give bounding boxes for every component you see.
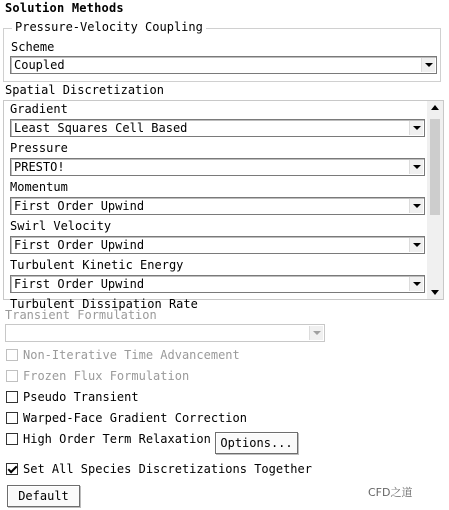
high-order-label: High Order Term Relaxation xyxy=(23,432,211,446)
chevron-down-icon[interactable] xyxy=(409,277,423,291)
vertical-scrollbar[interactable] xyxy=(427,101,443,299)
transient-label: Transient Formulation xyxy=(5,308,157,322)
species-checkbox[interactable] xyxy=(6,463,18,475)
gradient-select[interactable] xyxy=(10,119,425,137)
gradient-value: Least Squares Cell Based xyxy=(14,121,188,135)
chevron-down-icon[interactable] xyxy=(409,238,423,252)
species-label: Set All Species Discretizations Together xyxy=(23,462,312,476)
pseudo-transient-checkbox[interactable] xyxy=(6,391,18,403)
chevron-down-icon[interactable] xyxy=(421,58,435,72)
scheme-value: Coupled xyxy=(14,58,65,72)
scheme-label: Scheme xyxy=(11,40,55,54)
scheme-select[interactable] xyxy=(10,56,437,74)
momentum-select[interactable] xyxy=(10,197,425,215)
non-iterative-checkbox[interactable] xyxy=(6,349,18,361)
pressure-label: Pressure xyxy=(10,141,68,155)
non-iterative-label: Non-Iterative Time Advancement xyxy=(23,348,240,362)
swirl-velocity-label: Swirl Velocity xyxy=(10,219,112,233)
tke-select[interactable] xyxy=(10,275,425,293)
momentum-value: First Order Upwind xyxy=(14,199,145,213)
momentum-label: Momentum xyxy=(10,180,68,194)
swirl-velocity-value: First Order Upwind xyxy=(14,238,145,252)
frozen-flux-label: Frozen Flux Formulation xyxy=(23,369,190,383)
tke-label: Turbulent Kinetic Energy xyxy=(10,258,184,272)
default-button[interactable]: Default xyxy=(7,485,80,507)
options-button[interactable]: Options... xyxy=(215,432,298,454)
swirl-velocity-select[interactable] xyxy=(10,236,425,254)
chevron-down-icon[interactable] xyxy=(309,326,323,340)
spatial-scroll-panel[interactable] xyxy=(3,100,444,311)
pressure-value: PRESTO! xyxy=(14,160,65,174)
scroll-up-icon[interactable] xyxy=(431,105,439,110)
warped-face-label: Warped-Face Gradient Correction xyxy=(23,411,247,425)
watermark: CFD之道 xyxy=(368,486,413,499)
chevron-down-icon[interactable] xyxy=(409,199,423,213)
pseudo-transient-label: Pseudo Transient xyxy=(23,390,139,404)
gradient-label: Gradient xyxy=(10,102,68,116)
transient-select[interactable] xyxy=(5,324,325,342)
tdr-label: Turbulent Dissipation Rate xyxy=(10,297,198,311)
frozen-flux-checkbox[interactable] xyxy=(6,370,18,382)
panel-title: Solution Methods xyxy=(5,1,124,15)
scroll-thumb[interactable] xyxy=(430,119,440,215)
scroll-down-icon[interactable] xyxy=(431,290,439,295)
pressure-select[interactable] xyxy=(10,158,425,176)
tke-value: First Order Upwind xyxy=(14,277,145,291)
chevron-down-icon[interactable] xyxy=(409,160,423,174)
chevron-down-icon[interactable] xyxy=(409,121,423,135)
spatial-heading: Spatial Discretization xyxy=(5,83,164,97)
coupling-legend: Pressure-Velocity Coupling xyxy=(12,20,206,34)
warped-face-checkbox[interactable] xyxy=(6,412,18,424)
high-order-checkbox[interactable] xyxy=(6,433,18,445)
